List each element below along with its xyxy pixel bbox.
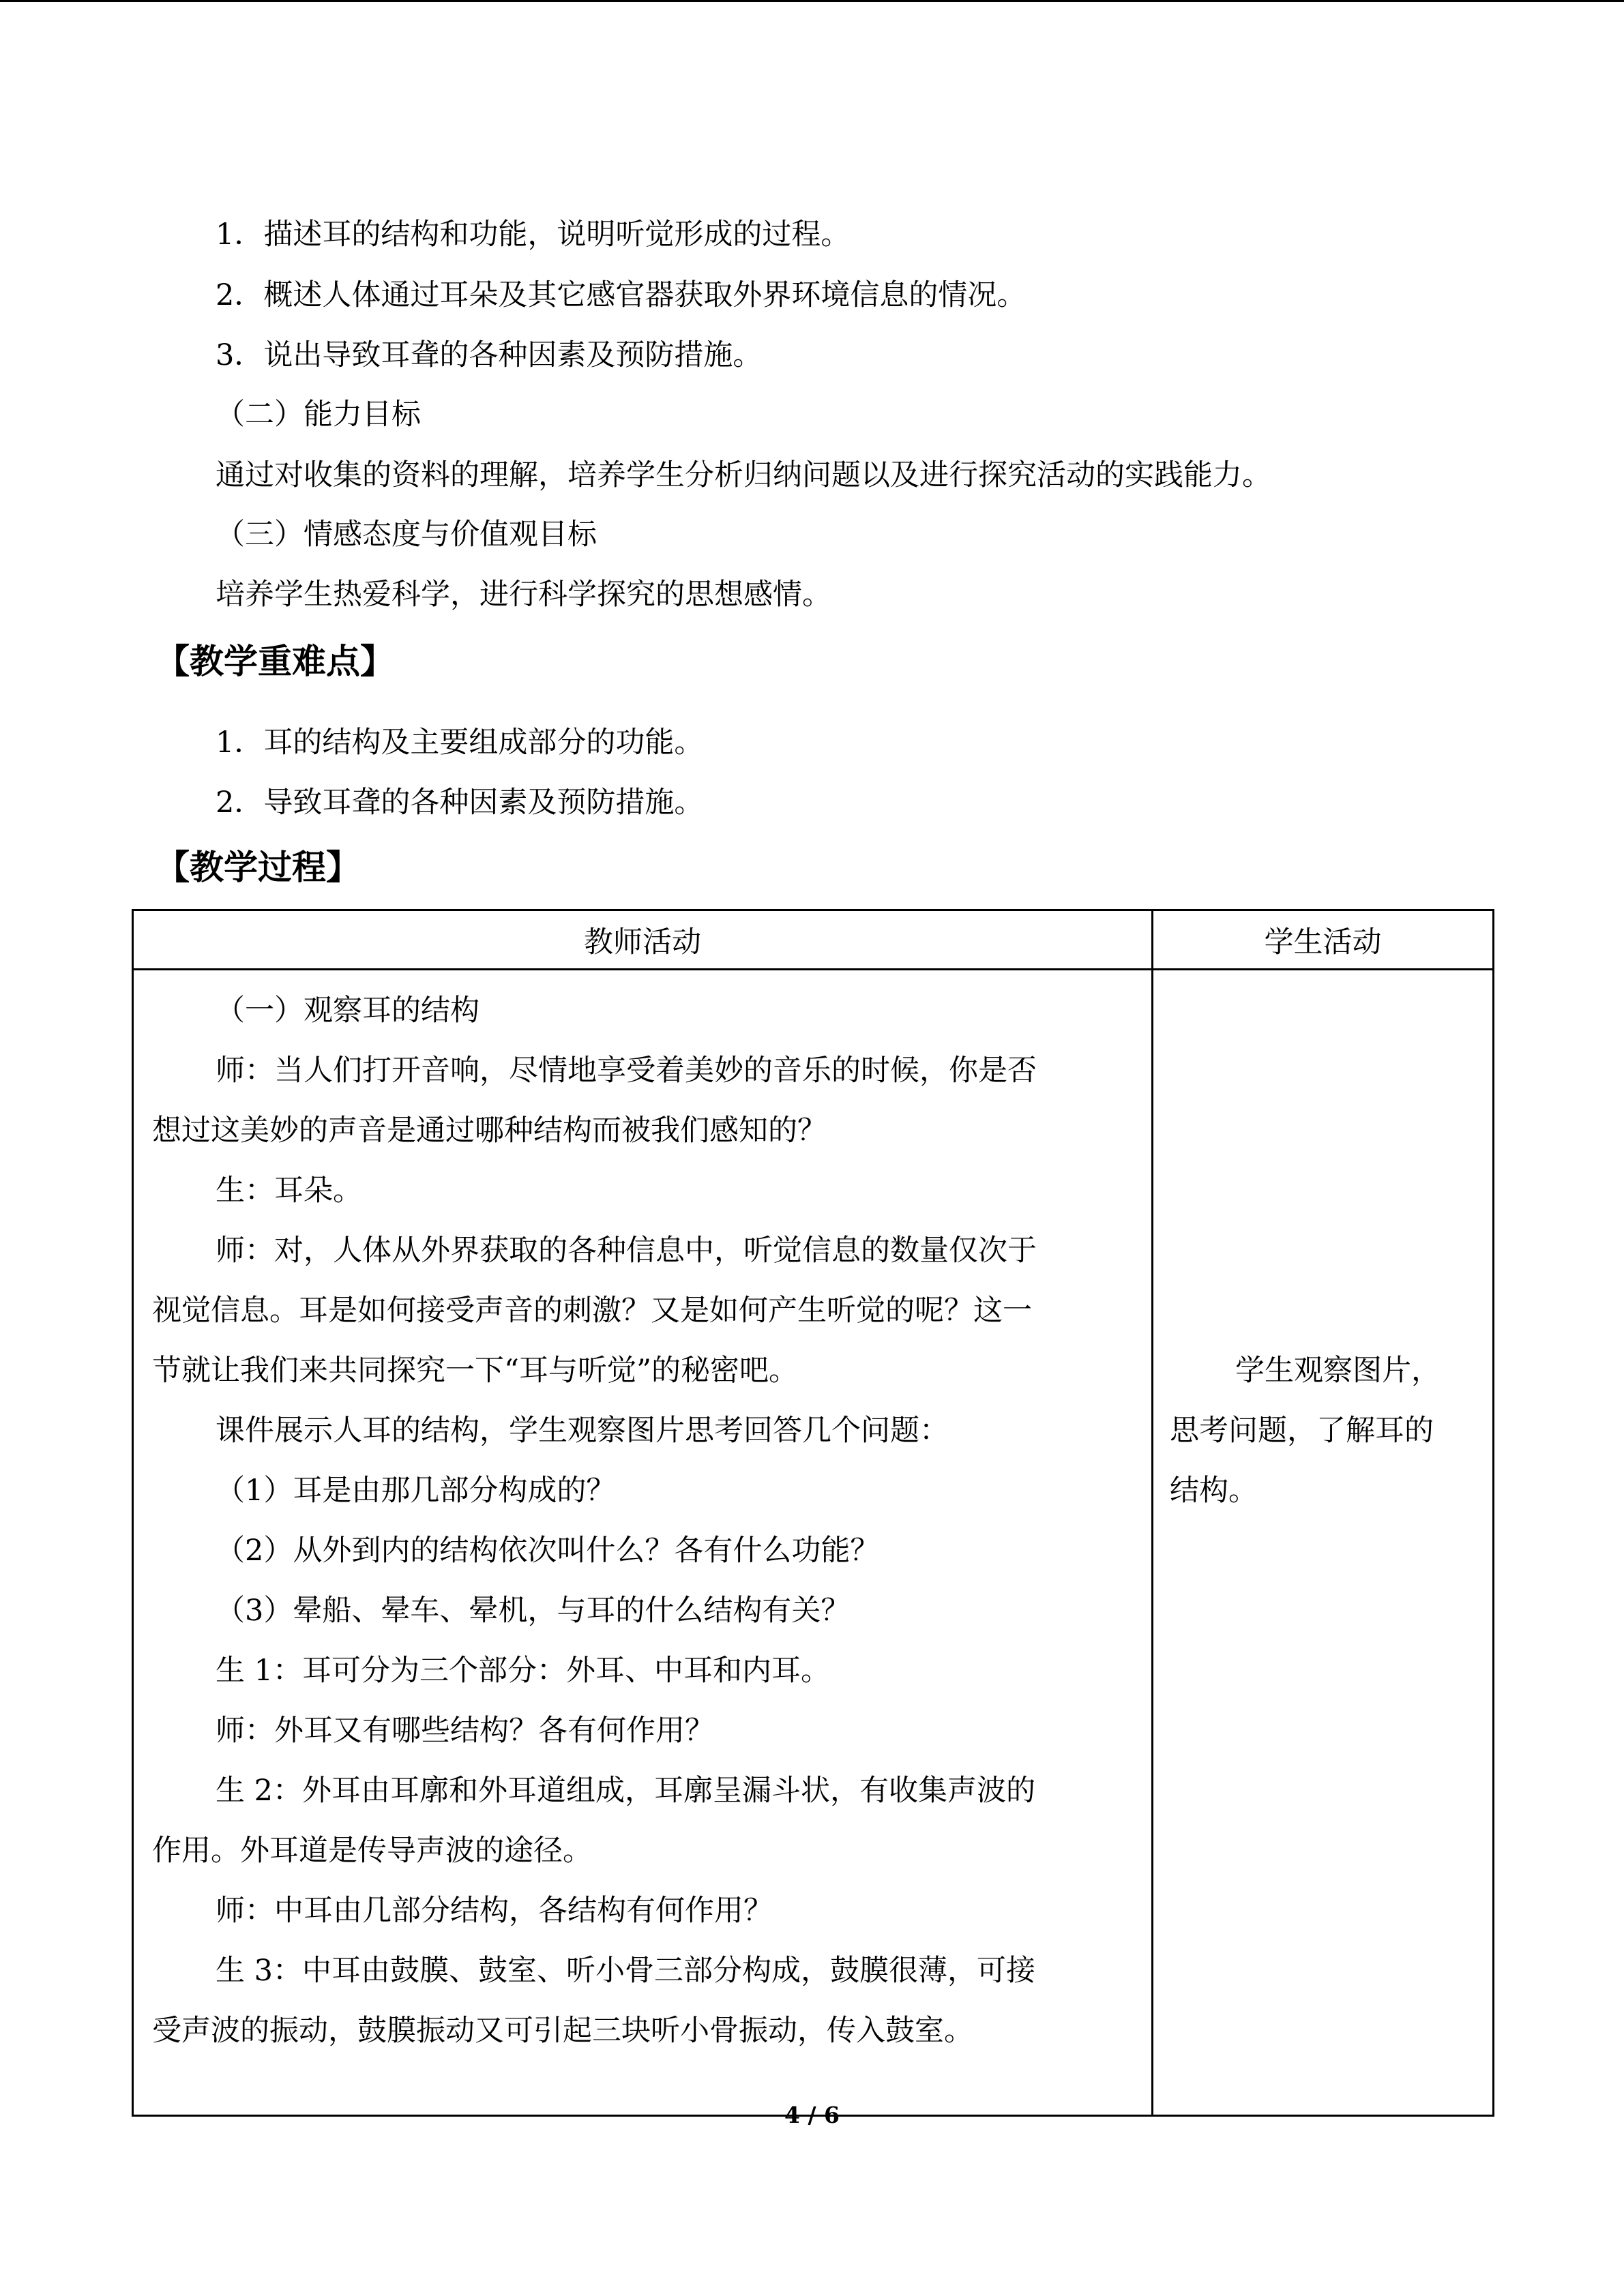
ability-text: 通过对收集的资料的理解，培养学生分析归纳问题以及进行探究活动的实践能力。: [216, 458, 1271, 492]
teacher-activity-header: 教师活动: [133, 910, 1153, 970]
teacher-line: 师：对，人体从外界获取的各种信息中，听觉信息的数量仅次于: [216, 1234, 1037, 1268]
student-activity-header: 学生活动: [1153, 910, 1494, 970]
page-number: 4 / 6: [784, 2102, 840, 2128]
teacher-line: 生 1：耳可分为三个部分：外耳、中耳和内耳。: [216, 1654, 831, 1688]
teacher-line: （一）观察耳的结构: [216, 994, 479, 1028]
teacher-line: 生：耳朵。: [216, 1174, 362, 1208]
emotion-text: 培养学生热爱科学，进行科学探究的思想感情。: [216, 578, 831, 612]
teacher-line: 作用。外耳道是传导声波的途径。: [152, 1834, 592, 1868]
knowledge-item: 3．说出导致耳聋的各种因素及预防措施。: [216, 338, 763, 372]
teacher-line: （3）晕船、晕车、晕机，与耳的什么结构有关？: [216, 1594, 851, 1628]
student-line: 思考问题，了解耳的: [1170, 1414, 1434, 1448]
teacher-line: 想过这美妙的声音是通过哪种结构而被我们感知的？: [152, 1114, 827, 1148]
knowledge-item: 1．描述耳的结构和功能，说明听觉形成的过程。: [216, 218, 851, 252]
table-row: [133, 970, 1494, 2116]
student-line: 学生观察图片，: [1235, 1354, 1441, 1388]
teacher-line: 师：中耳由几部分结构，各结构有何作用？: [216, 1894, 773, 1928]
student-activity-cell: [1153, 970, 1494, 2116]
ability-heading: （二）能力目标: [216, 398, 421, 432]
teacher-line: 视觉信息。耳是如何接受声音的刺激？又是如何产生听觉的呢？这一: [152, 1294, 1032, 1328]
process-heading: 【教学过程】: [156, 847, 360, 887]
teacher-activity-cell: [133, 970, 1153, 2116]
key-point-item: 1．耳的结构及主要组成部分的功能。: [216, 726, 704, 760]
knowledge-item: 2．概述人体通过耳朵及其它感官器获取外界环境信息的情况。: [216, 278, 1027, 312]
teacher-line: 生 3：中耳由鼓膜、鼓室、听小骨三部分构成，鼓膜很薄，可接: [216, 1954, 1036, 1988]
teacher-line: 师：外耳又有哪些结构？各有何作用？: [216, 1714, 714, 1748]
key-point-item: 2．导致耳聋的各种因素及预防措施。: [216, 786, 704, 820]
student-line: 结构。: [1170, 1474, 1258, 1508]
teacher-line: （2）从外到内的结构依次叫什么？各有什么功能？: [216, 1534, 880, 1568]
table-header-row: [133, 910, 1494, 970]
teacher-line: 受声波的振动，鼓膜振动又可引起三块听小骨振动，传入鼓室。: [152, 2014, 973, 2048]
teacher-line: 节就让我们来共同探究一下“耳与听觉”的秘密吧。: [152, 1354, 798, 1388]
page-top-border: [0, 0, 1624, 2]
teacher-line: 生 2：外耳由耳廓和外耳道组成，耳廓呈漏斗状，有收集声波的: [216, 1774, 1036, 1808]
key-points-heading: 【教学重难点】: [156, 641, 394, 681]
emotion-heading: （三）情感态度与价值观目标: [216, 518, 597, 552]
teacher-line: 师：当人们打开音响，尽情地享受着美妙的音乐的时候，你是否: [216, 1054, 1037, 1088]
teacher-line: 课件展示人耳的结构，学生观察图片思考回答几个问题：: [216, 1414, 949, 1448]
teacher-line: （1）耳是由那几部分构成的？: [216, 1474, 616, 1508]
process-table: [132, 909, 1494, 2117]
